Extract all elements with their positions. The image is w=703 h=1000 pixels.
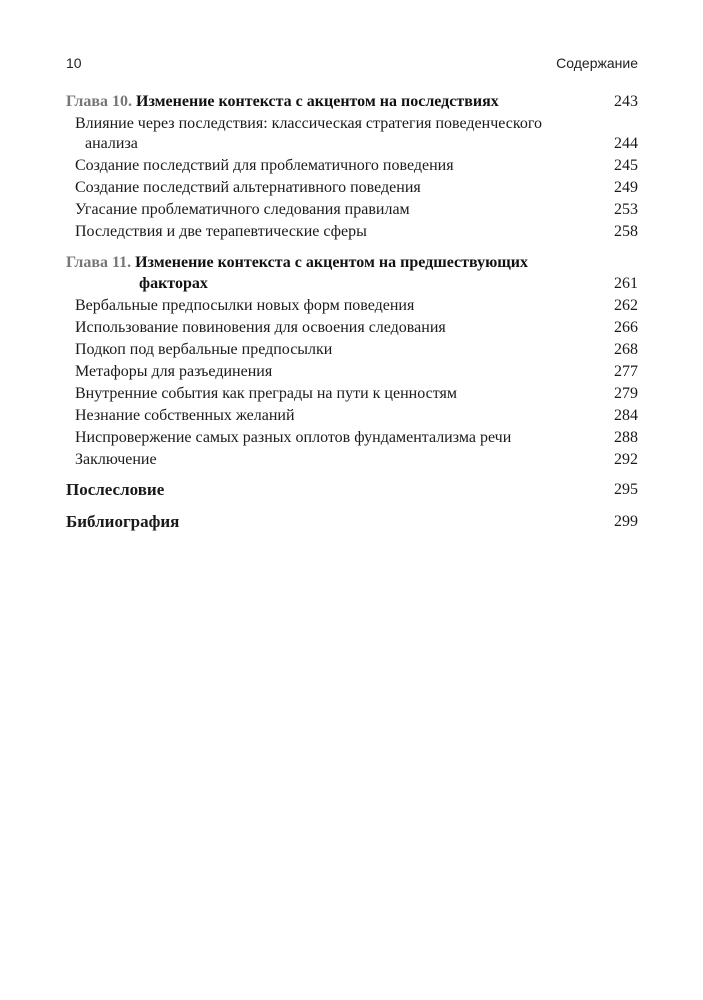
entry-title: Последствия и две терапевтические сферы: [75, 223, 367, 240]
entry-title: Подкоп под вербальные предпосылки: [75, 341, 333, 358]
page-number: 261: [614, 275, 638, 292]
toc-entry[interactable]: [66, 406, 638, 426]
page-number: 253: [614, 201, 638, 218]
table-of-contents: [66, 92, 638, 532]
entry-title: Незнание собственных желаний: [75, 407, 295, 424]
chapter-label: Глава 10.: [66, 93, 132, 110]
chapter-11: [66, 252, 638, 470]
page-number: 284: [614, 407, 638, 424]
toc-entry[interactable]: [66, 114, 638, 154]
chapter-heading[interactable]: [66, 92, 638, 112]
entry-title: Создание последствий альтернативного поведения: [75, 179, 421, 196]
chapter-10: [66, 92, 638, 242]
toc-entry[interactable]: [66, 296, 638, 316]
page-number: 292: [614, 451, 638, 468]
chapter-heading[interactable]: [66, 252, 638, 294]
page-number: 279: [614, 385, 638, 402]
page-number: 258: [614, 223, 638, 240]
afterword-title: Послесловие: [66, 480, 165, 499]
entry-title: Заключение: [75, 451, 157, 468]
toc-entry[interactable]: [66, 450, 638, 470]
entry-title: Угасание проблематичного следования правилам: [75, 201, 410, 218]
entry-title-line2: анализа: [85, 135, 138, 152]
page-number: 299: [614, 513, 638, 530]
page-number: 288: [614, 429, 638, 446]
chapter-title: Изменение контекста с акцентом на последствиях: [136, 93, 499, 110]
afterword-entry[interactable]: [66, 480, 638, 500]
chapter-label: Глава 11.: [66, 254, 132, 271]
page-number: 243: [614, 93, 638, 110]
entry-title: Вербальные предпосылки новых форм поведения: [75, 297, 415, 314]
page-number: 268: [614, 341, 638, 358]
entry-title: Использование повиновения для освоения следования: [75, 319, 446, 336]
entry-title: Метафоры для разъединения: [75, 363, 273, 380]
toc-entry[interactable]: [66, 156, 638, 176]
bibliography-entry[interactable]: [66, 512, 638, 532]
running-header-title: Содержание: [556, 55, 638, 71]
page-number: 295: [614, 481, 638, 498]
bibliography-title: Библиография: [66, 512, 180, 531]
toc-entry[interactable]: [66, 362, 638, 382]
toc-entry[interactable]: [66, 340, 638, 360]
entry-title: Создание последствий для проблематичного поведения: [75, 157, 454, 174]
page-number: 266: [614, 319, 638, 336]
toc-entry[interactable]: [66, 318, 638, 338]
page-number: 249: [614, 179, 638, 196]
toc-entry[interactable]: [66, 428, 638, 448]
toc-entry[interactable]: [66, 200, 638, 220]
page-number: 245: [614, 157, 638, 174]
toc-entry[interactable]: [66, 178, 638, 198]
chapter-title-line1: Изменение контекста с акцентом на предшествующих: [135, 254, 529, 271]
toc-entry[interactable]: [66, 384, 638, 404]
page-number: 277: [614, 363, 638, 380]
toc-entry[interactable]: [66, 222, 638, 242]
entry-title-line1: Влияние через последствия: классическая стратегия поведенческого: [75, 115, 542, 132]
entry-title: Ниспровержение самых разных оплотов фундаментализма речи: [75, 429, 512, 446]
page-number: 262: [614, 297, 638, 314]
chapter-title-line2: факторах: [139, 275, 208, 292]
page-number: 244: [614, 135, 638, 152]
entry-title: Внутренние события как преграды на пути к ценностям: [75, 385, 457, 402]
running-header-page-number: 10: [66, 55, 82, 71]
